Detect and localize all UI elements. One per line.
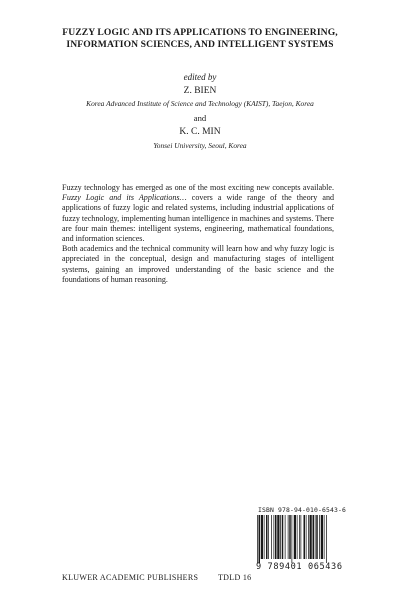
barcode-bar <box>259 515 261 563</box>
barcode-digits: 9 789401 065436 <box>256 562 343 572</box>
barcode-bar <box>308 515 309 559</box>
barcode-bar <box>268 515 269 559</box>
editor-2-name: K. C. MIN <box>179 127 221 137</box>
barcode-bar <box>315 515 316 559</box>
description-text <box>62 183 334 285</box>
isbn-label: ISBN 978-94-010-6543-6 <box>258 506 346 514</box>
barcode-bar <box>324 515 325 559</box>
barcode-bar <box>275 515 277 559</box>
barcode-bar <box>288 515 289 559</box>
description-paragraph-2: Both academics and the technical community will learn how and why fuzzy logic is appreciated in the conceptual, design and manufacturing stages of intelligent systems, gaining an improved understanding of the basic science and the foundations of human reasoning. <box>62 244 334 284</box>
description-p1-rest: covers a wide range of the theory and applications of fuzzy logic and related systems, including industrial applications of fuzzy technology, implementing human intelligence in machines and systems. There are four main themes: intelligent systems, engineering, mathematical foundations, and information sciences. <box>62 193 335 244</box>
barcode-bar <box>301 515 302 559</box>
barcode-bar <box>294 515 296 559</box>
editor-2-affiliation: Yonsei University, Seoul, Korea <box>153 141 247 150</box>
barcode-bar <box>257 515 258 563</box>
edited-by-label: edited by <box>183 72 217 82</box>
barcode-bar <box>274 515 275 559</box>
barcode-bar <box>310 515 312 559</box>
barcode-bar <box>292 515 293 563</box>
and-label: and <box>193 113 207 123</box>
title-line-2: INFORMATION SCIENCES, AND INTELLIGENT SYSTEMS <box>66 39 334 50</box>
barcode-bar <box>321 515 323 559</box>
description-p1-title: Fuzzy Logic and its Applications… <box>62 193 187 203</box>
barcode-bar <box>313 515 315 559</box>
barcode-bar <box>289 515 291 559</box>
barcode-bar <box>264 515 265 559</box>
barcode-block <box>256 506 346 572</box>
barcode-bar <box>285 515 286 559</box>
description-p1-start: Fuzzy technology has emerged as one of the most exciting new concepts available. <box>62 183 334 192</box>
barcode-bar <box>316 515 318 559</box>
barcode-bar <box>297 515 298 559</box>
description-paragraph-1 <box>62 183 334 244</box>
editor-1-name: Z. BIEN <box>183 86 217 96</box>
barcode-bar <box>277 515 279 559</box>
book-title <box>40 27 360 51</box>
barcode-bar <box>319 515 320 559</box>
barcode-image <box>256 515 346 563</box>
publisher-name: KLUWER ACADEMIC PUBLISHERS <box>62 573 199 582</box>
barcode-bar <box>304 515 306 559</box>
barcode-bar <box>271 515 272 559</box>
barcode-bar <box>280 515 281 559</box>
barcode-bar <box>261 515 263 559</box>
barcode-bar <box>299 515 300 559</box>
barcode-bar <box>306 515 307 559</box>
title-line-1: FUZZY LOGIC AND ITS APPLICATIONS TO ENGINEERING, <box>62 27 338 38</box>
series-code: TDLD 16 <box>218 573 252 582</box>
barcode-bar <box>282 515 284 559</box>
editor-1-affiliation: Korea Advanced Institute of Science and Technology (KAIST), Taejon, Korea <box>86 99 314 108</box>
barcode-bar <box>266 515 268 559</box>
barcode-bar <box>326 515 327 563</box>
